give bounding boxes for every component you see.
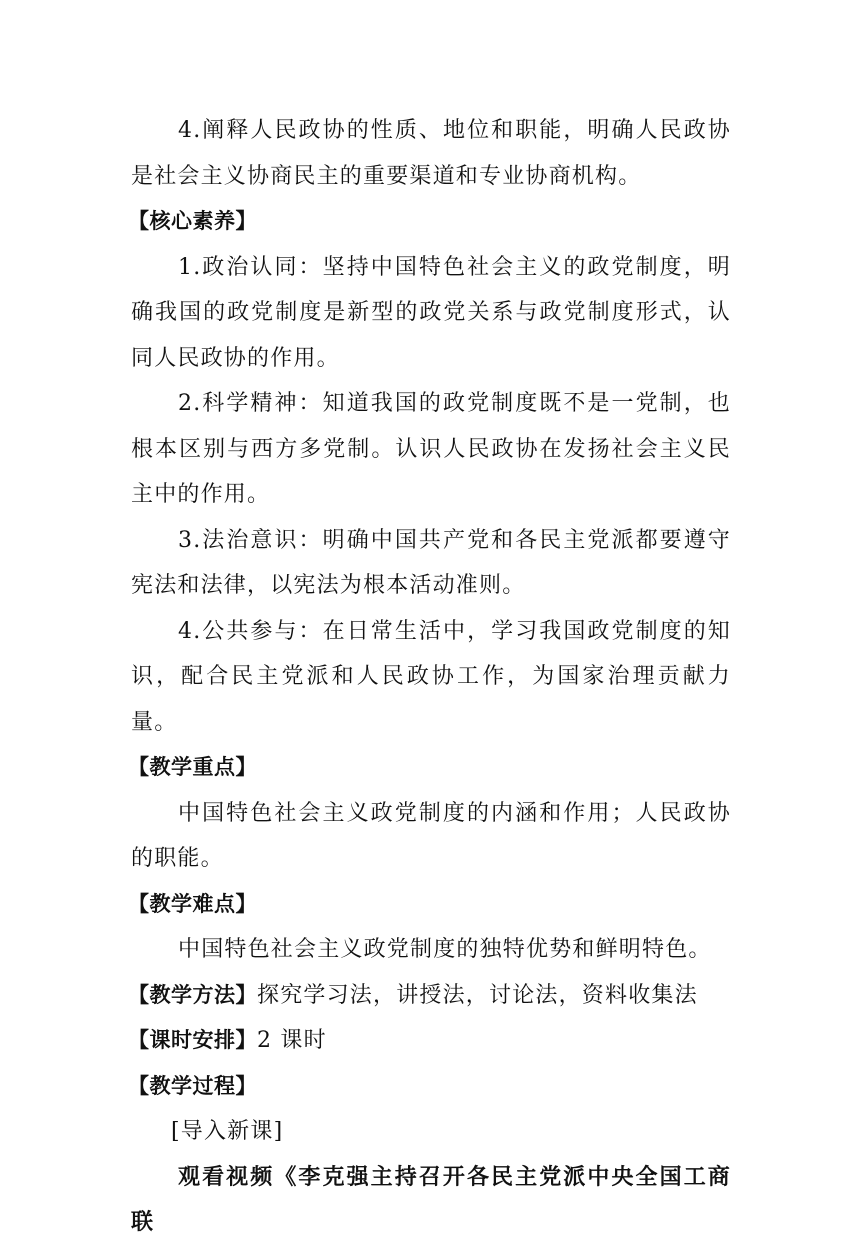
key-points-heading: 【教学重点】	[128, 755, 257, 779]
schedule-heading: 【课时安排】	[128, 1028, 257, 1052]
document-body	[128, 108, 731, 1246]
objective-4-paragraph: 4.阐释人民政协的性质、地位和职能，明确人民政协是社会主义协商民主的重要渠道和专业协商机构。	[131, 118, 731, 189]
methods-text: 探究学习法，讲授法，讨论法，资料收集法	[257, 982, 698, 1008]
difficulties-paragraph: 中国特色社会主义政党制度的独特优势和鲜明特色。	[178, 937, 712, 962]
schedule-line	[128, 1018, 731, 1064]
core-literacy-1-paragraph: 1.政治认同：坚持中国特色社会主义的政党制度，明确我国的政党制度是新型的政党关系与政党制度形式，认同人民政协的作用。	[131, 254, 731, 371]
methods-line	[128, 973, 731, 1019]
core-literacy-heading: 【核心素养】	[128, 209, 257, 233]
video-line: 观看视频《李克强主持召开各民主党派中央全国工商联	[131, 1163, 731, 1235]
difficulties-heading: 【教学难点】	[128, 891, 257, 916]
intro-label: [导入新课]	[171, 1119, 284, 1144]
core-literacy-4-paragraph: 4.公共参与：在日常生活中，学习我国政党制度的知识，配合民主党派和人民政协工作，为国家治理贡献力量。	[131, 618, 731, 735]
key-points-paragraph: 中国特色社会主义政党制度的内涵和作用；人民政协的职能。	[131, 800, 731, 871]
core-literacy-3-paragraph: 3.法治意识：明确中国共产党和各民主党派都要遵守宪法和法律，以宪法为根本活动准则。	[131, 527, 731, 598]
schedule-text: 2 课时	[257, 1028, 327, 1053]
core-literacy-2-paragraph: 2.科学精神：知道我国的政党制度既不是一党制，也根本区别与西方多党制。认识人民政协在发扬社会主义民主中的作用。	[131, 391, 731, 507]
process-heading: 【教学过程】	[128, 1073, 257, 1098]
methods-heading: 【教学方法】	[128, 982, 257, 1007]
